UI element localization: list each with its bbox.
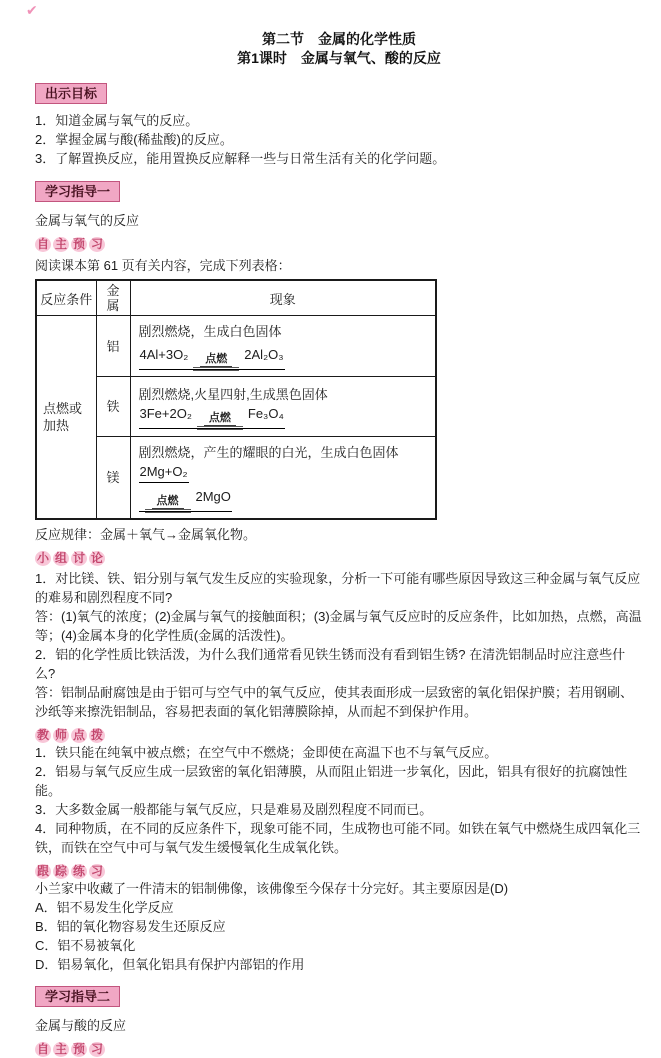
double-line xyxy=(197,426,243,430)
phenomenon-cell xyxy=(130,437,436,520)
phenomenon-text: 剧烈燃烧，产生的耀眼的白光，生成白色固体 xyxy=(138,445,399,460)
goals-list xyxy=(35,111,643,168)
goal-item: 3．了解置换反应，能用置换反应解释一些与日常生活有关的化学问题。 xyxy=(35,151,446,166)
equation-right: 2MgO xyxy=(195,489,231,504)
table-row-magnesium xyxy=(36,437,436,520)
equation-left: 4Al+3O₂ xyxy=(139,347,189,362)
discussion-answer-2: 答：铝制品耐腐蚀是由于铝可与空气中的氧气反应，使其表面形成一层致密的氧化铝保护膜；若用钢刷、沙纸等来擦洗铝制品，容易把表面的氧化铝薄膜除掉，从而起不到保护作用。 xyxy=(35,685,634,719)
practice-label: 跟 踪 练 习 xyxy=(36,864,103,878)
double-line xyxy=(145,509,191,513)
section-title: 第二节 金属的化学性质 xyxy=(262,31,416,47)
lesson-subtitle: 第1课时 金属与氧气、酸的反应 xyxy=(237,50,441,66)
ignite-condition xyxy=(197,412,243,430)
table-header-row xyxy=(36,280,436,316)
equation-left: 2Mg+O₂ xyxy=(139,462,189,483)
guide1-section xyxy=(35,181,643,275)
goal-item: 1．知道金属与氧气的反应。 xyxy=(35,113,199,128)
guide1-topic: 金属与氧气的反应 xyxy=(35,213,140,228)
ignite-condition xyxy=(145,495,191,513)
condition-text: 点燃 xyxy=(204,412,236,426)
guide2-section xyxy=(35,986,643,1057)
option-c: C．铝不易被氧化 xyxy=(35,938,136,953)
goal-item: 2．掌握金属与酸(稀盐酸)的反应。 xyxy=(35,132,233,147)
discussion-block xyxy=(35,569,643,721)
condition-text: 点燃 xyxy=(200,353,232,367)
metal-cell: 镁 xyxy=(96,437,130,520)
self-study-label: 自 主 预 习 xyxy=(36,237,103,251)
chemical-equation xyxy=(139,404,285,429)
option-d: D．铝易氧化，但氧化铝具有保护内部铝的作用 xyxy=(35,957,305,972)
goals-section xyxy=(35,83,643,168)
phenomenon-text: 剧烈燃烧,火星四射,生成黑色固体 xyxy=(138,386,328,402)
table-instruction: 阅读课本第 61 页有关内容，完成下列表格： xyxy=(35,258,291,273)
reaction-rule: 反应规律：金属＋氧气→金属氧化物。 xyxy=(35,527,257,542)
metal-cell: 铝 xyxy=(96,316,130,377)
equation-right: Fe₃O₄ xyxy=(247,405,284,421)
phenomenon-cell xyxy=(130,316,436,377)
self-study-label-2: 自 主 预 习 xyxy=(36,1042,103,1056)
reaction-table xyxy=(35,279,437,520)
double-line xyxy=(193,367,239,371)
goals-header-badge: 出示目标 xyxy=(35,83,107,104)
discussion-question-1: 1．对比镁、铁、铝分别与氧气发生反应的实验现象，分析一下可能有哪些原因导致这三种金属与氧气反应的难易和剧烈程度不同? xyxy=(35,571,641,605)
guide2-header-badge: 学习指导二 xyxy=(35,986,120,1007)
practice-question-stem: 小兰家中收藏了一件清末的铝制佛像，该佛像至今保存十分完好。其主要原因是(D) xyxy=(35,881,509,896)
discussion-question-2: 2．铝的化学性质比铁活泼，为什么我们通常看见铁生锈而没有看到铝生锈? 在清洗铝制品时应注意些什么? xyxy=(35,647,626,681)
phenomenon-cell xyxy=(130,377,436,437)
page-titles xyxy=(35,30,643,68)
equation-left: 3Fe+2O₂ xyxy=(139,405,192,421)
chemical-equation xyxy=(139,487,428,512)
option-b: B．铝的氧化物容易发生还原反应 xyxy=(35,919,226,934)
teacher-tips-label: 教 师 点 拨 xyxy=(36,728,103,742)
practice-options xyxy=(35,898,643,974)
col-header-condition: 反应条件 xyxy=(36,280,96,316)
option-a: A．铝不易发生化学反应 xyxy=(35,900,174,915)
guide1-header-badge: 学习指导一 xyxy=(35,181,120,202)
metal-cell: 铁 xyxy=(96,377,130,437)
condition-text: 点燃 xyxy=(152,495,184,509)
chemical-equation xyxy=(139,345,428,370)
condition-cell: 点燃或加热 xyxy=(36,316,96,520)
tip-item: 4．同种物质，在不同的反应条件下，现象可能不同，生成物也可能不同。如铁在氧气中燃烧生成四氧化三铁，而铁在空气中可与氧气发生缓慢氧化生成氧化铁。 xyxy=(35,821,641,855)
tip-item: 2．铝易与氧气反应生成一层致密的氧化铝薄膜，从而阻止铝进一步氧化，因此，铝具有很好的抗腐蚀性能。 xyxy=(35,764,628,798)
col-header-phenomenon: 现象 xyxy=(130,280,436,316)
group-discussion-label: 小 组 讨 论 xyxy=(36,551,103,565)
table-row-iron xyxy=(36,377,436,437)
tip-item: 1．铁只能在纯氧中被点燃；在空气中不燃烧；金即使在高温下也不与氧气反应。 xyxy=(35,745,498,760)
checkmark-icon: ✔ xyxy=(26,2,38,18)
teacher-tips-list xyxy=(35,743,643,857)
equation-right: 2Al₂O₃ xyxy=(244,347,284,362)
tip-item: 3．大多数金属一般都能与氧气反应，只是难易及剧烈程度不同而已。 xyxy=(35,802,433,817)
table-row-aluminum xyxy=(36,316,436,377)
discussion-answer-1: 答：(1)氧气的浓度；(2)金属与氧气的接触面积；(3)金属与氧气反应时的反应条件，比如加热，点燃，高温等；(4)金属本身的化学性质(金属的活泼性)。 xyxy=(35,609,642,643)
guide2-topic: 金属与酸的反应 xyxy=(35,1018,127,1033)
ignite-condition xyxy=(193,353,239,371)
phenomenon-text: 剧烈燃烧，生成白色固体 xyxy=(138,324,282,339)
col-header-metal: 金属 xyxy=(96,280,130,316)
